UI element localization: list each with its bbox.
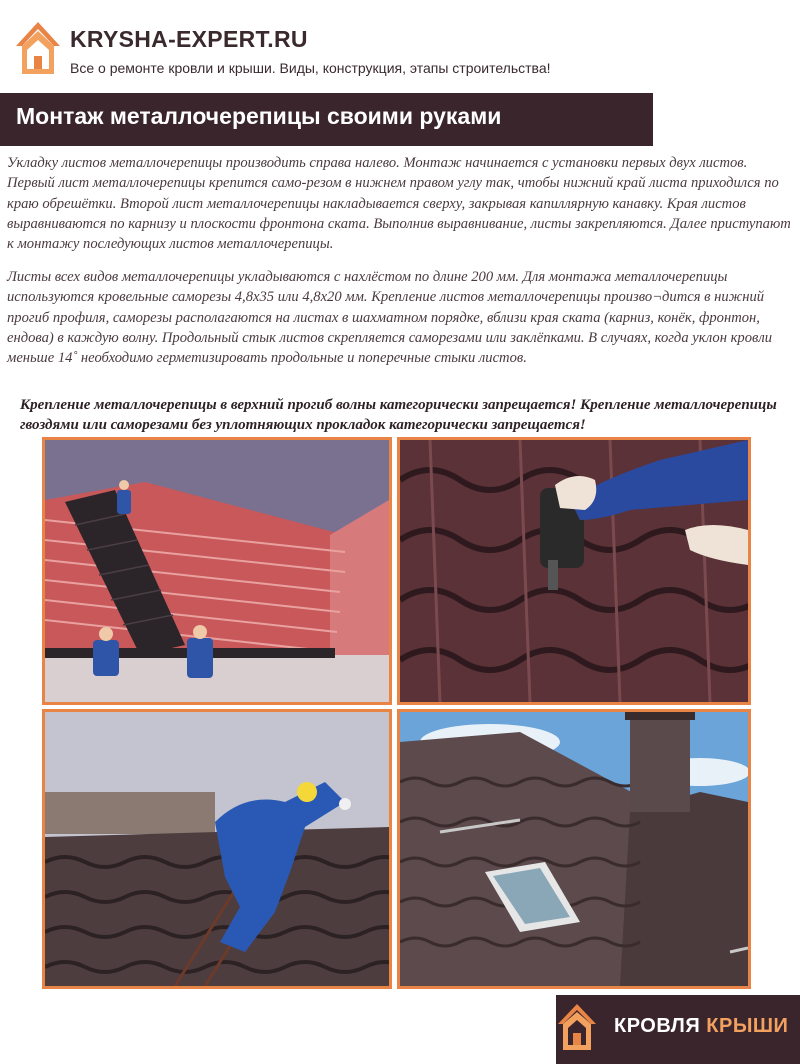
warning-text: Крепление металлочерепицы в верхний прогиб волны категорически запрещается! Крепление металлочерепицы гвоздями или саморезами без уплотняющих прокладок категорически запрещается!: [20, 397, 777, 433]
header: [0, 0, 800, 92]
page-title: Монтаж металлочерепицы своими руками: [16, 103, 502, 129]
photo-screwdriver-closeup: [397, 437, 751, 705]
footer-brand-name[interactable]: [614, 1015, 788, 1038]
site-tagline: Все о ремонте кровли и крыши. Виды, конструкция, этапы строительства!: [70, 60, 551, 76]
house-logo-icon[interactable]: [556, 1002, 598, 1052]
paragraph-installation-order: Укладку листов металлочерепицы производить справа налево. Монтаж начинается с установки первых двух листов. Первый лист металлочерепицы крепится само-резом в нижнем правом углу так, чтобы нижний край листа приходился по краю обрешётки. Второй лист металлочерепицы накладывается сверху, закрывая капиллярную канавку. Края листов выравниваются по карнизу и плоскости фронтона ската. Выполнив выравнивание, листы закрепляются. Далее приступают к монтажу последующих листов металлочерепицы.: [7, 155, 791, 253]
photo-worker-on-roof: [42, 709, 392, 989]
footer-brand-part1: КРОВЛЯ: [614, 1015, 701, 1037]
house-logo-icon[interactable]: [14, 20, 62, 76]
paragraph-overlap-fasteners: Листы всех видов металлочерепицы укладываются с нахлёстом по длине 200 мм. Для монтажа металлочерепицы используются кровельные саморезы 4,8х35 или 4,8х20 мм. Крепление листов металлочерепицы произво¬дится в нижний прогиб профиля, саморезы располагаются на листах в шахматном порядке, вблизи края ската (карниз, конёк, фронтон, ендова) в каждую волну. Продольный стык листов скрепляется саморезами или заклёпками. В случаях, когда уклон кровли меньше 14˚ необходимо герметизировать продольные и поперечные стыки листов.: [7, 269, 773, 367]
photo-workers-laying-sheets: [42, 437, 392, 705]
site-name[interactable]: KRYSHA-EXPERT.RU: [70, 26, 308, 52]
photo-finished-roof: [397, 709, 751, 989]
footer-brand-part2: КРЫШИ: [706, 1015, 789, 1037]
footer-brand-bar: [556, 995, 800, 1064]
